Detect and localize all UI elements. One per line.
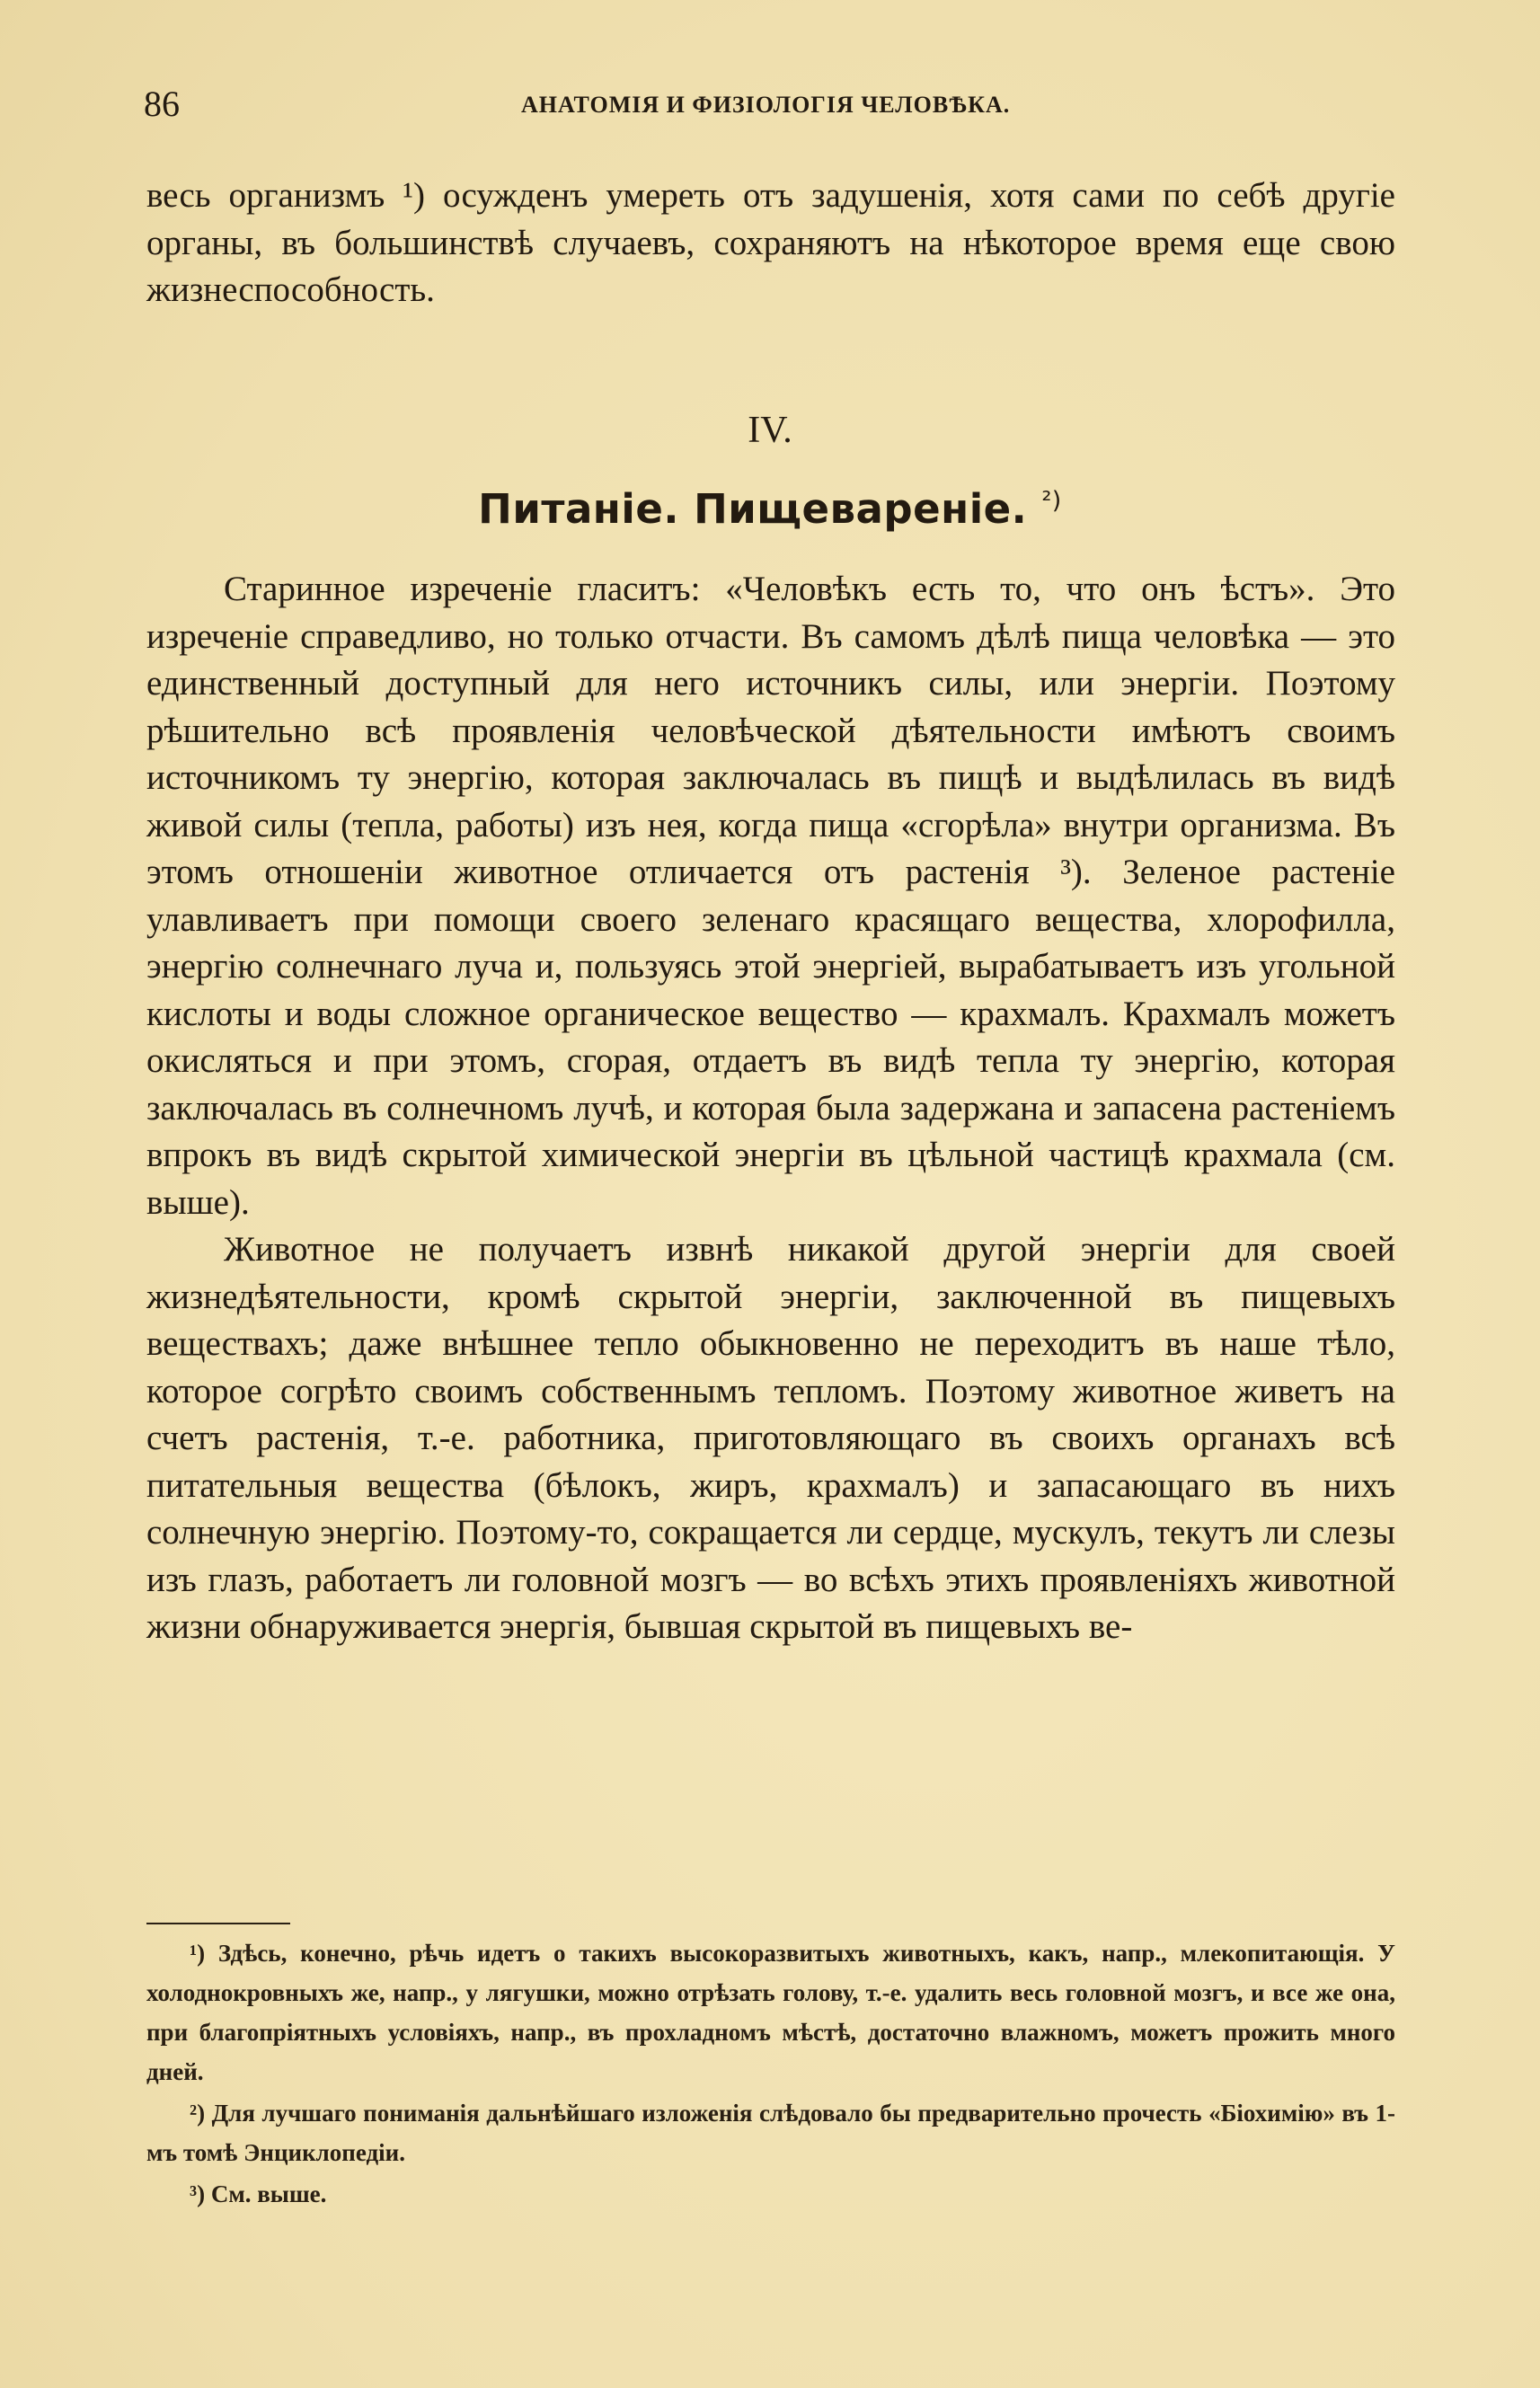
page-number: 86 xyxy=(144,84,180,124)
running-title: АНАТОМІЯ И ФИЗІОЛОГІЯ ЧЕЛОВѢКА. xyxy=(521,92,1011,118)
footnote: ³) См. выше. xyxy=(190,2180,327,2207)
footnote-divider xyxy=(146,1923,290,1924)
section-number: IV. xyxy=(748,410,792,451)
footnote: ¹) Здѣсь, конечно, рѣчь идетъ о такихъ высокоразвитыхъ животныхъ, какъ, напр., млекопитающія. У холоднокровныхъ же, напр., у лягушки, можно отрѣзать голову, т.-е. удалить весь головной мозгъ, и все же она, при благопріятныхъ условіяхъ, напр., въ прохладномъ мѣстѣ, достаточно влажномъ, можетъ прожить много дней. xyxy=(146,1940,1395,2085)
lead-paragraph: весь организмъ ¹) осужденъ умереть отъ задушенія, хотя сами по себѣ другіе органы, въ большинствѣ случаевъ, сохраняютъ на нѣкоторое время еще свою жизнеспособность. xyxy=(146,176,1395,309)
footnotes xyxy=(146,1933,1395,2216)
footnote: ²) Для лучшаго пониманія дальнѣйшаго изложенія слѣдовало бы предварительно прочесть «Біохимію» въ 1-мъ томѣ Энциклопедіи. xyxy=(146,2100,1395,2166)
section-title-footnote-ref: ²) xyxy=(1041,487,1062,515)
paragraph: Старинное изреченіе гласитъ: «Человѣкъ есть то, что онъ ѣстъ». Это изреченіе справедливо, но только отчасти. Въ самомъ дѣлѣ пища человѣка — это единственный доступный для него источникъ силы, или энергіи. Поэтому рѣшительно всѣ проявленія человѣческой дѣятельности имѣютъ своимъ источникомъ ту энергію, которая заключалась въ пищѣ и выдѣлилась въ видѣ живой силы (тепла, работы) изъ нея, когда пища «сгорѣла» внутри организма. Въ этомъ отношеніи животное отличается отъ растенія ³). Зеленое растеніе улавливаетъ при помощи своего зеленаго красящаго вещества, хлорофилла, энергію солнечнаго луча и, пользуясь этой энергіей, вырабатываетъ изъ угольной кислоты и воды сложное органическое вещество — крахмалъ. Крахмалъ можетъ окисляться и при этомъ, сгорая, отдаетъ въ видѣ тепла ту энергію, которая заключалась въ солнечномъ лучѣ, и которая была задержана и запасена растеніемъ впрокъ въ видѣ скрытой химической энергіи въ цѣльной частицѣ крахмала (см. выше). xyxy=(146,570,1395,1222)
section-title-text: Питаніе. Пищевареніе. xyxy=(478,485,1028,533)
section-title xyxy=(0,485,1540,533)
page-header xyxy=(144,83,1393,128)
paragraph: Животное не получаетъ извнѣ никакой другой энергіи для своей жизнедѣятельности, кромѣ скрытой энергіи, заключенной въ пищевыхъ веществахъ; даже внѣшнее тепло обыкновенно не переходитъ въ наше тѣло, которое согрѣто своимъ собственнымъ тепломъ. Поэтому животное живетъ на счетъ растенія, т.-е. работника, приготовляющаго въ своихъ органахъ всѣ питательныя вещества (бѣлокъ, жиръ, крахмалъ) и запасающаго въ нихъ солнечную энергію. Поэтому-то, сокращается ли сердце, мускулъ, текутъ ли слезы изъ глазъ, работаетъ ли головной мозгъ — во всѣхъ этихъ проявленіяхъ животной жизни обнаруживается энергія, бывшая скрытой въ пищевыхъ ве- xyxy=(146,1230,1395,1646)
body-text xyxy=(146,566,1395,1651)
